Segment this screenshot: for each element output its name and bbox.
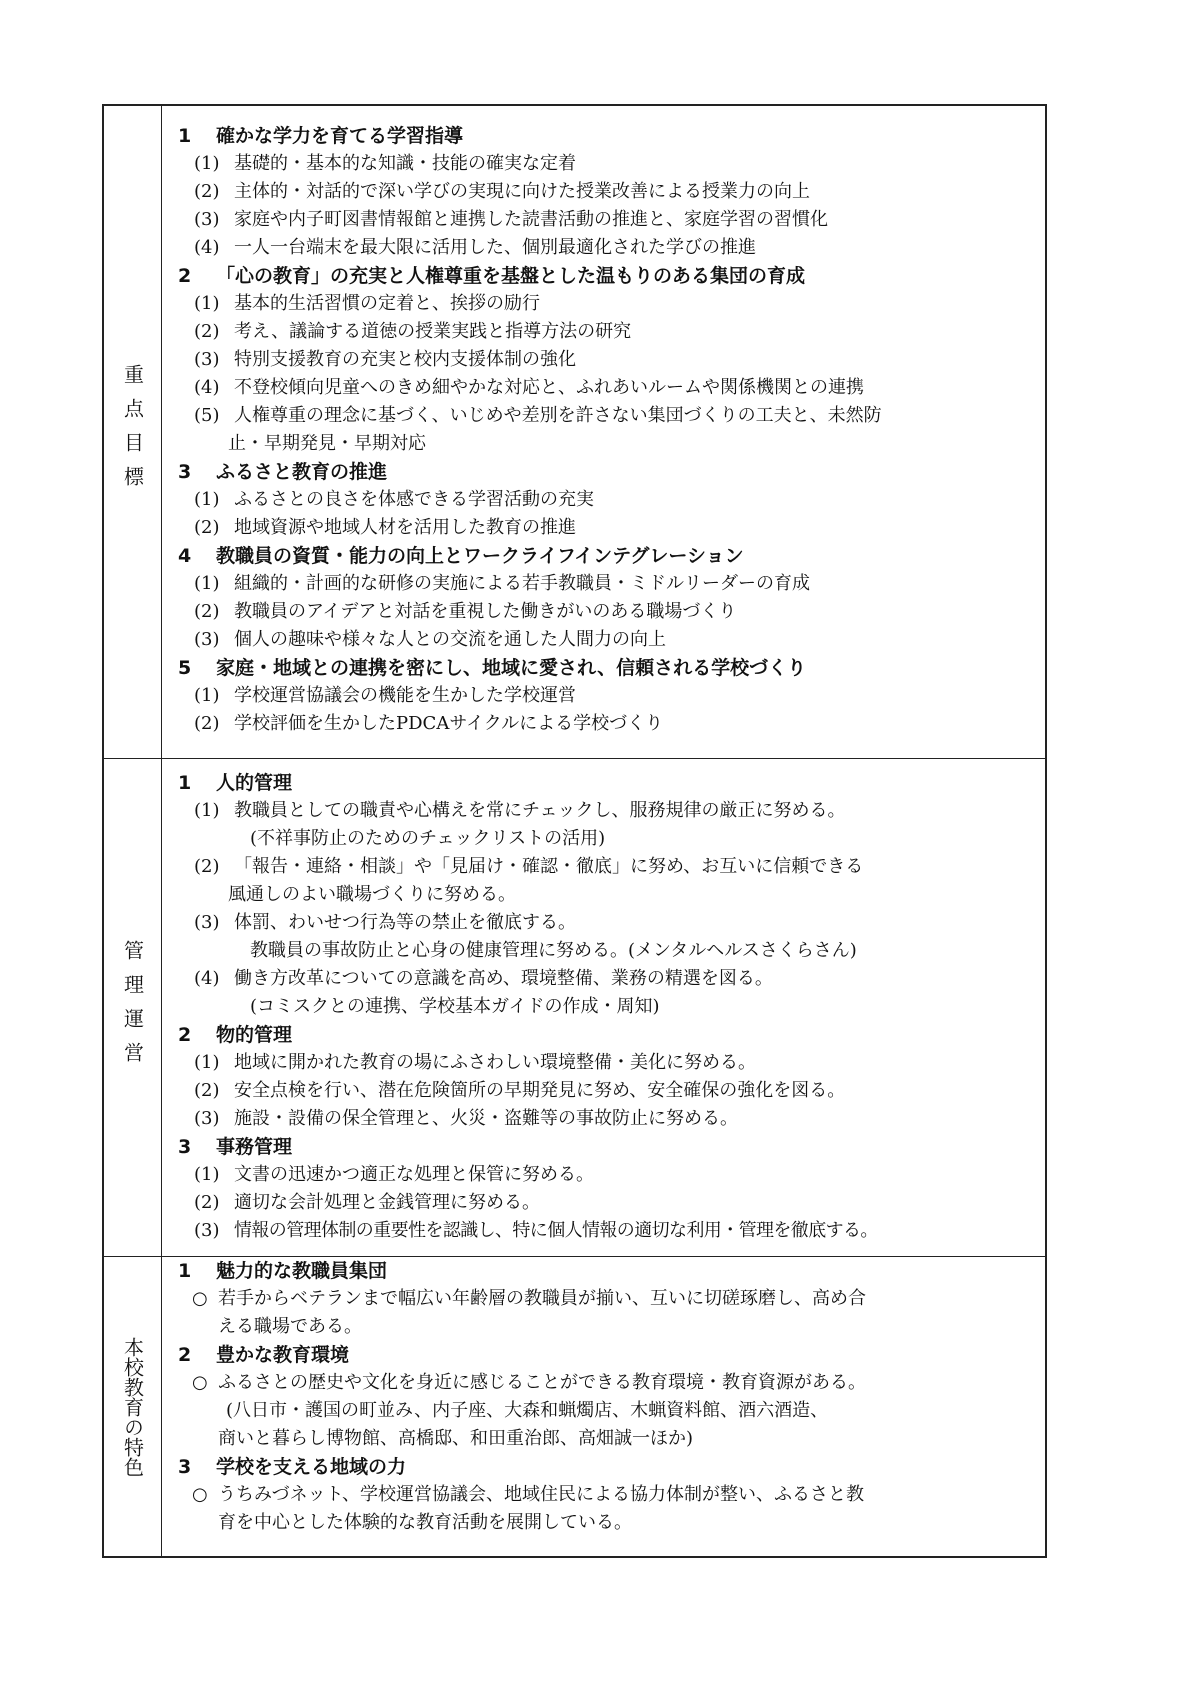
- section-label-tokushoku: 本校教育の特色: [120, 1336, 145, 1477]
- list-item: (2) 教職員のアイデアと対話を重視した働きがいのある職場づくり: [194, 601, 737, 622]
- list-item: (1) 学校運営協議会の機能を生かした学校運営: [194, 685, 576, 706]
- heading: 4 教職員の資質・能力の向上とワークライフインテグレーション: [178, 545, 744, 567]
- section-kanri: [104, 758, 1045, 1256]
- heading: 5 家庭・地域との連携を密にし、地域に愛され、信頼される学校づくり: [178, 657, 807, 679]
- school-plan-table: [102, 104, 1047, 1558]
- list-item: (3) 家庭や内子町図書情報館と連携した読書活動の推進と、家庭学習の習慣化: [194, 209, 828, 230]
- section-content: [162, 1257, 1045, 1556]
- list-item-continuation: 教職員の事故防止と心身の健康管理に努める。(メンタルヘルスさくらさん): [250, 940, 857, 961]
- feature-item-continuation: える職場である。: [218, 1316, 362, 1337]
- list-item: (1) 基礎的・基本的な知識・技能の確実な定着: [194, 153, 576, 174]
- section-label-cell: [104, 106, 162, 758]
- heading: 1 魅力的な教職員集団: [178, 1260, 388, 1282]
- feature-item-continuation: 商いと暮らし博物館、高橋邸、和田重治郎、高畑誠一ほか): [218, 1428, 694, 1449]
- feature-item: ○ 若手からベテランまで幅広い年齢層の教職員が揃い、互いに切磋琢磨し、高め合: [192, 1288, 866, 1309]
- section-tokushoku: [104, 1256, 1045, 1556]
- list-item: (2) 適切な会計処理と金銭管理に努める。: [194, 1192, 540, 1213]
- list-item: (2) 地域資源や地域人材を活用した教育の推進: [194, 517, 576, 538]
- list-item: (2) 安全点検を行い、潜在危険箇所の早期発見に努め、安全確保の強化を図る。: [194, 1080, 846, 1101]
- heading: 3 ふるさと教育の推進: [178, 461, 388, 483]
- list-item-continuation: 風通しのよい職場づくりに努める。: [228, 884, 516, 905]
- list-item: (4) 働き方改革についての意識を高め、環境整備、業務の精選を図る。: [194, 968, 773, 989]
- heading: 1 人的管理: [178, 772, 293, 794]
- section-jyuten: [104, 106, 1045, 758]
- list-item: (4) 不登校傾向児童へのきめ細やかな対応と、ふれあいルームや関係機関との連携: [194, 377, 864, 398]
- list-item: (3) 特別支援教育の充実と校内支援体制の強化: [194, 349, 576, 370]
- section-label-jyuten: 重点目標: [120, 364, 145, 500]
- list-item: (1) 組織的・計画的な研修の実施による若手教職員・ミドルリーダーの育成: [194, 573, 810, 594]
- list-item: (3) 体罰、わいせつ行為等の禁止を徹底する。: [194, 912, 576, 933]
- list-item: (3) 個人の趣味や様々な人との交流を通した人間力の向上: [194, 629, 666, 650]
- heading: 1 確かな学力を育てる学習指導: [178, 125, 464, 147]
- feature-item: ○ ふるさとの歴史や文化を身近に感じることができる教育環境・教育資源がある。: [192, 1372, 866, 1393]
- section-content: [162, 759, 1045, 1256]
- section-label-kanri: 管理運営: [120, 939, 145, 1076]
- list-item: (2) 学校評価を生かしたPDCAサイクルによる学校づくり: [194, 713, 664, 734]
- feature-item: ○ うちみづネット、学校運営協議会、地域住民による協力体制が整い、ふるさと教: [192, 1484, 865, 1505]
- list-item: (3) 情報の管理体制の重要性を認識し、特に個人情報の適切な利用・管理を徹底する。: [194, 1220, 878, 1241]
- list-item: (2) 考え、議論する道徳の授業実践と指導方法の研究: [194, 321, 632, 342]
- list-item-continuation: 止・早期発見・早期対応: [228, 433, 426, 454]
- section-label-cell: [104, 1257, 162, 1556]
- heading: 2 「心の教育」の充実と人権尊重を基盤とした温もりのある集団の育成: [178, 265, 806, 287]
- heading: 3 学校を支える地域の力: [178, 1456, 407, 1478]
- list-item-continuation: (コミスクとの連携、学校基本ガイドの作成・周知): [250, 996, 660, 1017]
- list-item: (2) 主体的・対話的で深い学びの実現に向けた授業改善による授業力の向上: [194, 181, 810, 202]
- heading: 2 物的管理: [178, 1024, 293, 1046]
- list-item: (5) 人権尊重の理念に基づく、いじめや差別を許さない集団づくりの工夫と、未然防: [194, 405, 882, 426]
- feature-item-continuation: (八日市・護国の町並み、内子座、大森和蝋燭店、木蝋資料館、酒六酒造、: [226, 1400, 829, 1421]
- list-item: (2) 「報告・連絡・相談」や「見届け・確認・徹底」に努め、お互いに信頼できる: [194, 856, 864, 877]
- list-item: (1) 教職員としての職責や心構えを常にチェックし、服務規律の厳正に努める。: [194, 800, 846, 821]
- list-item: (1) ふるさとの良さを体感できる学習活動の充実: [194, 489, 594, 510]
- list-item-continuation: (不祥事防止のためのチェックリストの活用): [250, 828, 606, 849]
- list-item: (4) 一人一台端末を最大限に活用した、個別最適化された学びの推進: [194, 237, 756, 258]
- heading: 2 豊かな教育環境: [178, 1344, 350, 1366]
- feature-item-continuation: 育を中心とした体験的な教育活動を展開している。: [218, 1512, 632, 1533]
- section-content: [162, 106, 1045, 758]
- section-label-cell: [104, 759, 162, 1256]
- list-item: (1) 文書の迅速かつ適正な処理と保管に努める。: [194, 1164, 594, 1185]
- heading: 3 事務管理: [178, 1136, 293, 1158]
- list-item: (3) 施設・設備の保全管理と、火災・盗難等の事故防止に努める。: [194, 1108, 738, 1129]
- list-item: (1) 地域に開かれた教育の場にふさわしい環境整備・美化に努める。: [194, 1052, 756, 1073]
- list-item: (1) 基本的生活習慣の定着と、挨拶の励行: [194, 293, 540, 314]
